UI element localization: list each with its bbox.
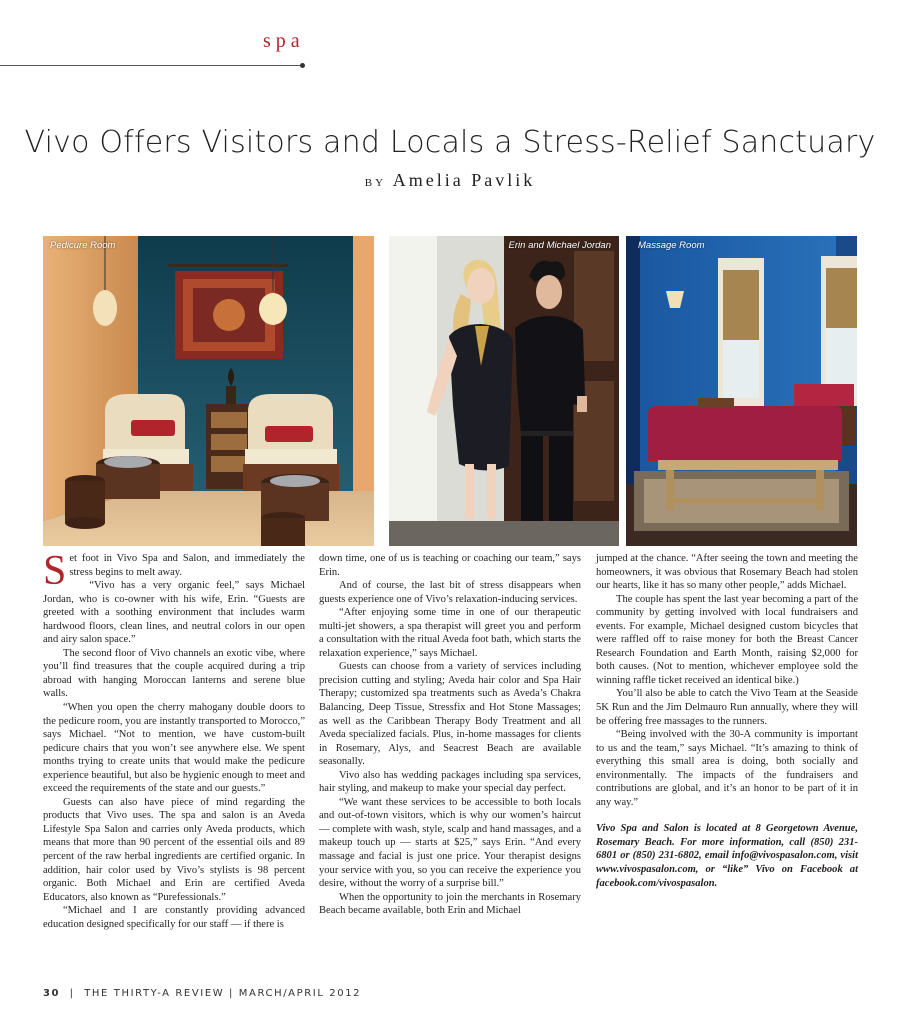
paragraph: “When you open the cherry mahogany double doors to the pedicure room, you are instantly transported to Morocco,” says Michael. “Not to mention, we have custom-built pedicure chairs that you won’t see anywhere else. We spent months trying to create units that would make the pedicure experience beautiful, but also be hygienic enough to meet and exceed the requirements of the state and our guests.” bbox=[43, 702, 305, 795]
article-column-3 bbox=[596, 552, 858, 890]
section-rule-dot bbox=[300, 63, 305, 68]
byline bbox=[0, 170, 900, 191]
paragraph: You’ll also be able to catch the Vivo Team at the Seaside 5K Run and the Jim Delmauro Run annually, where they will be offering free massages to the runners. bbox=[596, 688, 858, 727]
paragraph: “Michael and I are constantly providing advanced education designed specifically for our staff — if there is bbox=[43, 905, 305, 930]
paragraph-text: et foot in Vivo Spa and Salon, and immediately the stress begins to melt away. bbox=[69, 553, 305, 578]
page-number: 30 bbox=[43, 988, 61, 999]
article-column-1 bbox=[43, 548, 305, 931]
paragraph: The couple has spent the last year becoming a part of the community by getting involved with local fundraisers and events. For example, Michael designed custom bicycles that were raffled off to raise money for both the Breast Cancer Research Foundation and Earth Month, raising $2,000 for both causes. (Not to mention, whichever employee sold the winning raffle ticket received an identical bike.) bbox=[596, 593, 858, 686]
drop-cap: S bbox=[43, 548, 67, 594]
paragraph: The second floor of Vivo channels an exotic vibe, where you’ll find treasures that the couple acquired during a trip abroad with hanging Moroccan lanterns and serene blue walls. bbox=[43, 647, 305, 700]
footer-separator: | bbox=[64, 988, 80, 999]
paragraph bbox=[43, 548, 305, 594]
author-name: Amelia Pavlik bbox=[392, 170, 536, 190]
byline-prefix: BY bbox=[364, 177, 387, 189]
paragraph: “Being involved with the 30-A community is important to us and the team,” says Michael. “It’s amazing to think of everything this small area is doing, both socially and environmentally. The impacts of the fundraisers and contributions are global, and it’s an honor to be part of it in any way.” bbox=[596, 729, 858, 808]
section-rule bbox=[0, 65, 302, 66]
publication-info: THE THIRTY-A REVIEW | MARCH/APRIL 2012 bbox=[84, 988, 362, 999]
contact-info: Vivo Spa and Salon is located at 8 Georgetown Avenue, Rosemary Beach. For more information, call (850) 231-6801 or (850) 231-6802, email info@vivospasalon.com, visit www.vivospasalon.com, or “like” Vivo on Facebook at facebook.com/vivospasalon. bbox=[596, 823, 858, 889]
pedicure-room-illustration bbox=[43, 236, 374, 546]
paragraph: Guests can choose from a variety of services including precision cutting and styling; Aveda hair color and Spa Hair Therapy; customized spa treatments such as Aveda’s Chakra Balancing, Deep Tissue, Stressfix and Hot Stone Massages; as well as the Caribbean Therapy Body Treatment and all Aveda specialized facials. Plus, in-home massages for clients in Rosemary, Alys, and Seacrest Beach are available seasonally. bbox=[319, 661, 581, 768]
paragraph: When the opportunity to join the merchants in Rosemary Beach became available, both Erin and Michael bbox=[319, 891, 581, 917]
paragraph: And of course, the last bit of stress disappears when guests experience one of Vivo’s relaxation-inducing services. bbox=[319, 580, 581, 605]
article-column-2 bbox=[319, 552, 581, 918]
paragraph: jumped at the chance. “After seeing the town and meeting the homeowners, it was obvious that Rosemary Beach had stolen our hearts, like it has so many other people,” adds Michael. bbox=[596, 553, 858, 592]
section-label: spa bbox=[263, 30, 305, 52]
paragraph: “We want these services to be accessible to both locals and out-of-town visitors, which is why our women’s haircut — complete with wash, style, scalp and hand massages, and a makeup touch up — starts at $25,” says Erin. “And every massage and facial is just one price. Your therapist designs your service with you, so you can receive the experience you desire, without the worry of a surprise bill.” bbox=[319, 796, 581, 890]
pedicure-room-caption: Pedicure Room bbox=[50, 240, 116, 251]
erin-and-michael-photo bbox=[389, 236, 619, 546]
paragraph: “Vivo has a very organic feel,” says Michael Jordan, who is co-owner with his wife, Erin. “Guests are greeted with a soothing environment that includes warm hardwood floors, clean lines, and neutral colors in our open and airy salon space.” bbox=[43, 580, 305, 646]
article-headline: Vivo Offers Visitors and Locals a Stress-Relief Sanctuary bbox=[24, 125, 876, 160]
page-footer bbox=[43, 988, 361, 999]
couple-caption: Erin and Michael Jordan bbox=[508, 240, 611, 251]
couple-portrait-illustration bbox=[389, 236, 619, 546]
paragraph: “After enjoying some time in one of our therapeutic multi-jet showers, a spa therapist will greet you and perform a consultation with the ritual Aveda foot bath, which starts the relaxation experience,” says Michael. bbox=[319, 607, 581, 659]
paragraph: Vivo also has wedding packages including spa services, hair styling, and makeup to make your special day perfect. bbox=[319, 769, 581, 795]
massage-room-illustration bbox=[626, 236, 857, 546]
massage-room-caption: Massage Room bbox=[638, 240, 705, 251]
massage-room-photo bbox=[626, 236, 857, 546]
paragraph: down time, one of us is teaching or coaching our team,” says Erin. bbox=[319, 553, 581, 578]
pedicure-room-photo bbox=[43, 236, 374, 546]
paragraph: Guests can also have piece of mind regarding the products that Vivo uses. The spa and salon is an Aveda Lifestyle Spa Salon and carries only Aveda products, which means that more than 90 percent of the essential oils and 89 percent of the raw herbal ingredients are certified organic. In addition, hair color used by Vivo’s stylists is 98 percent organic. Both Michael and Erin are certified Aveda Educators, also known as “Purefessionals.” bbox=[43, 796, 305, 903]
